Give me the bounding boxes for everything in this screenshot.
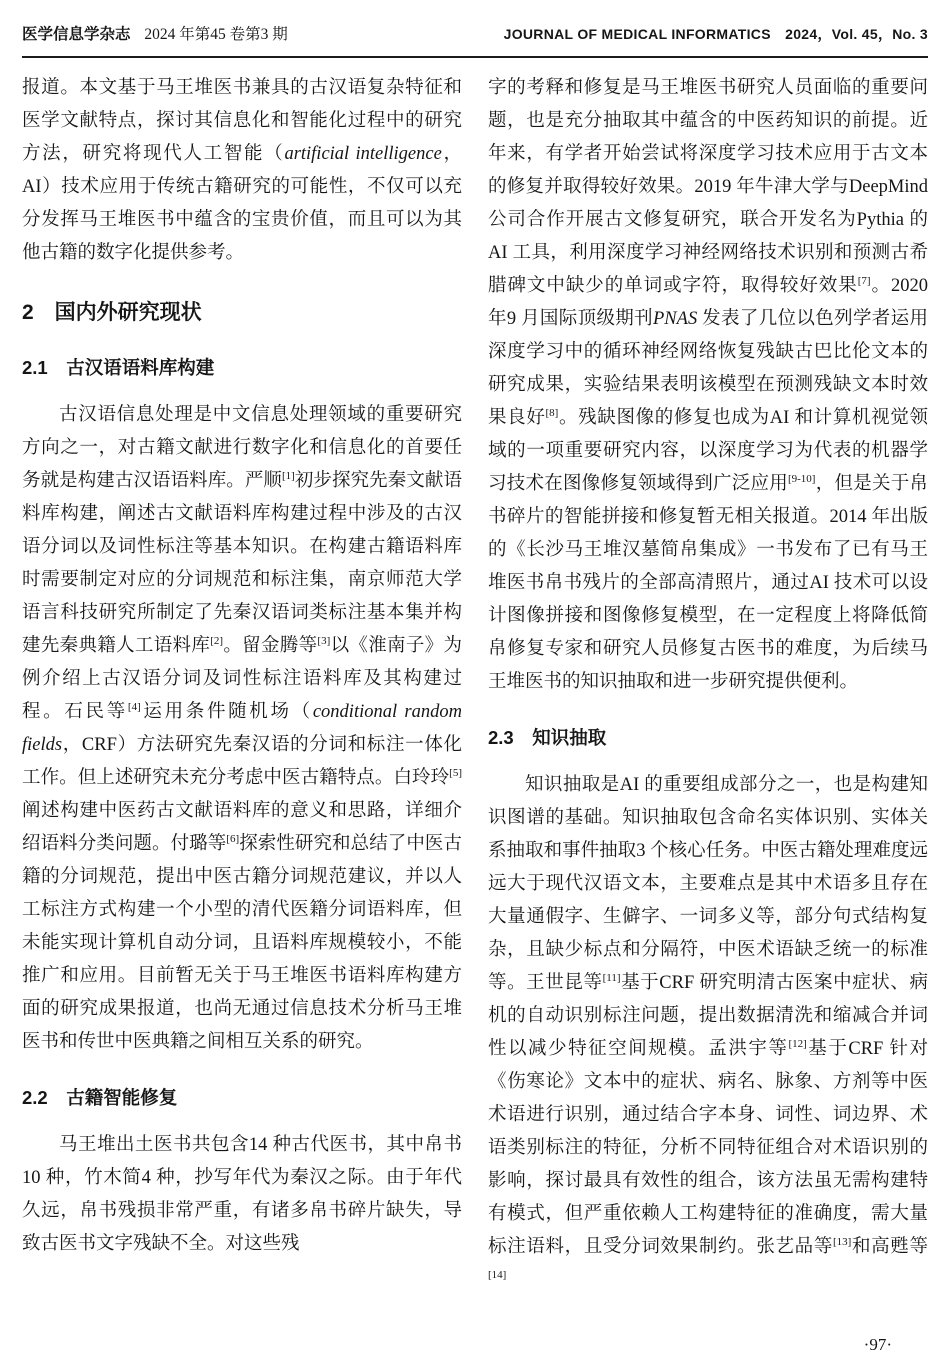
citation-superscript: [5]: [449, 766, 462, 779]
paragraph: 字的考释和修复是马王堆医书研究人员面临的重要问题，也是充分抽取其中蕴含的中医药知识的前提。近年来，有学者开始尝试将深度学习技术应用于古文本的修复并取得较好效果。2019 年牛津大学与DeepMind 公司合作开展古文修复研究，联合开发名为Pythia 的AI 工具，利用深度学习神经网络技术识别和预测古希腊碑文中缺少的单词或字符，取得较好效果[7]。2020 年9 月国际顶级期刊PNAS 发表了几位以色列学者运用深度学习中的循环神经网络恢复残缺古巴比伦文本的研究成果，实验结果表明该模型在预测残缺文本时效果良好[8]。残缺图像的修复也成为AI 和计算机视觉领域的一项重要研究内容，以深度学习为代表的机器学习技术在图像修复领域得到广泛应用[9-10]，但是关于帛书碎片的智能拼接和修复暂无相关报道。2014 年出版的《长沙马王堆汉墓简帛集成》一书发布了已有马王堆医书帛书残片的全部高清照片，通过AI 技术可以设计图像拼接和图像修复模型，在一定程度上将降低简帛修复专家和研究人员修复古医书的难度，为后续马王堆医书的知识抽取和进一步研究提供便利。: [488, 78, 928, 692]
citation-superscript: [1]: [282, 469, 295, 482]
page-header: [22, 14, 928, 58]
journal-issue-cn: 2024 年第45 卷第3 期: [144, 26, 288, 43]
section-heading: 2.1 古汉语语料库构建: [22, 357, 215, 378]
citation-superscript: [14]: [488, 1268, 507, 1281]
citation-superscript: [12]: [788, 1037, 807, 1050]
citation-superscript: [8]: [545, 406, 559, 419]
journal-title-en: JOURNAL OF MEDICAL INFORMATICS 2024，Vol. 45，No. 3: [503, 26, 928, 42]
section-heading: 2.3 知识抽取: [488, 727, 607, 748]
paragraph: 报道。本文基于马王堆医书兼具的古汉语复杂特征和医学文献特点，探讨其信息化和智能化过程中的研究方法，研究将现代人工智能（artificial intelligence，AI）技术应用于传统古籍研究的可能性，不仅可以充分发挥马王堆医书中蕴含的宝贵价值，而且可以为其他古籍的数字化提供参考。: [22, 78, 462, 263]
page-footer: [864, 1335, 892, 1355]
paragraph: 古汉语信息处理是中文信息处理领域的重要研究方向之一，对古籍文献进行数字化和信息化的首要任务就是构建古汉语语料库。严顺[1]初步探究先秦文献语料库构建，阐述古文献语料库构建过程中涉及的古汉语分词以及词性标注等基本知识。在构建古籍语料库时需要制定对应的分词规范和标注集，南京师范大学语言科技研究所制定了先秦汉语词类标注基本集并构建先秦典籍人工语料库[2]。留金腾等[3]以《淮南子》为例介绍上古汉语分词及词性标注语料库及其构建过程。石民等[4]运用条件随机场（conditional random fields，CRF）方法研究先秦汉语的分词和标注一体化工作。但上述研究未充分考虑中医古籍特点。白玲玲[5]阐述构建中医药古文献语料库的意义和思路，详细介绍语料分类问题。付璐等[6]探索性研究和总结了中医古籍的分词规范，提出中医古籍分词规范建议，并以人工标注方式构建一个小型的清代医籍分词语料库，但未能实现计算机自动分词，且语料库规模较小，不能推广和应用。目前暂无关于马王堆医书语料库构建方面的研究成果报道，也尚无通过信息技术分析马王堆医书和传世中医典籍之间相互关系的研究。: [22, 405, 462, 1052]
journal-name-cn: 医学信息学杂志: [22, 26, 131, 43]
journal-title-cn: [22, 22, 288, 44]
citation-superscript: [7]: [857, 274, 871, 287]
article-body: [22, 58, 928, 1297]
italic-term: artificial intelligence: [284, 144, 442, 164]
section-heading: 2.2 古籍智能修复: [22, 1087, 178, 1108]
right-column: [488, 72, 928, 1297]
citation-superscript: [11]: [602, 971, 621, 984]
italic-term: PNAS: [653, 309, 698, 329]
citation-superscript: [6]: [226, 832, 240, 845]
page-number: ·97·: [863, 1335, 892, 1354]
paragraph: 知识抽取是AI 的重要组成部分之一，也是构建知识图谱的基础。知识抽取包含命名实体识别、实体关系抽取和事件抽取3 个核心任务。中医古籍处理难度远远大于现代汉语文本，主要难点是其中术语多且存在大量通假字、生僻字、一词多义等，部分句式结构复杂，且缺少标点和分隔符，中医术语缺乏统一的标准等。王世昆等[11]基于CRF 研究明清古医案中症状、病机的自动识别标注问题，提出数据清洗和缩减合并词性以减少特征空间规模。孟洪宇等[12]基于CRF 针对《伤寒论》文本中的症状、病名、脉象、方剂等中医术语进行识别，通过结合字本身、词性、词边界、术语类别标注的特征，分析不同特征组合对术语识别的影响，探讨最具有效性的组合，该方法虽无需构建特有模式，但严重依赖人工构建特征的准确度，需大量标注语料，且受分词效果制约。张艺品等[13]和高甦等[14]: [488, 775, 928, 1281]
citation-superscript: [9-10]: [787, 472, 816, 485]
left-column: [22, 72, 462, 1297]
citation-superscript: [2]: [210, 634, 224, 647]
italic-term: conditional random fields: [22, 702, 462, 755]
citation-superscript: [3]: [317, 634, 331, 647]
paragraph: 马王堆出土医书共包含14 种古代医书，其中帛书10 种，竹木简4 种，抄写年代为秦汉之际。由于年代久远，帛书残损非常严重，有诸多帛书碎片缺失，导致古医书文字残缺不全。对这些残: [22, 1135, 462, 1254]
citation-superscript: [4]: [127, 700, 141, 713]
citation-superscript: [13]: [832, 1235, 852, 1248]
section-heading: 2 国内外研究现状: [22, 301, 202, 324]
